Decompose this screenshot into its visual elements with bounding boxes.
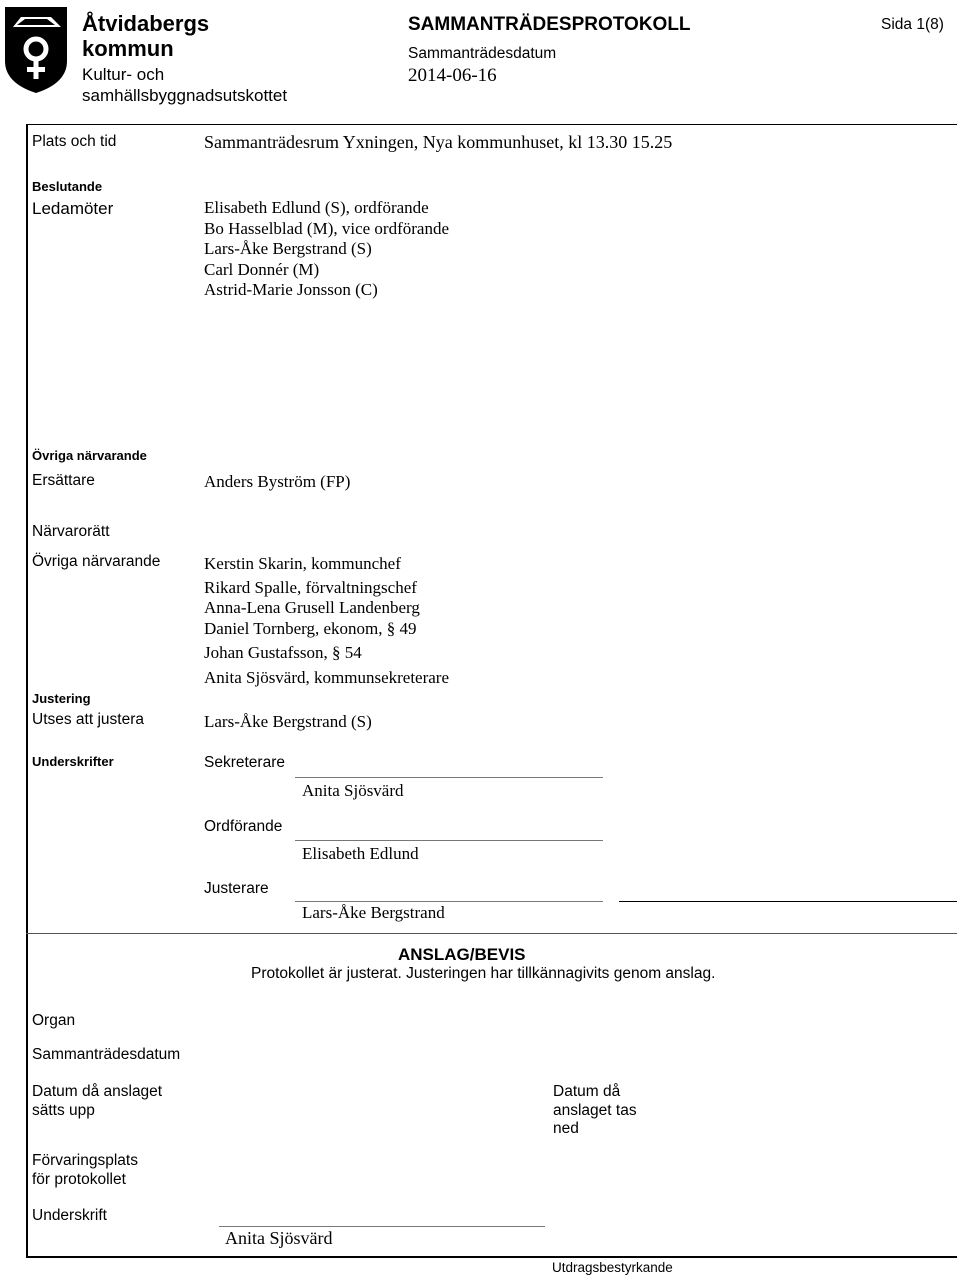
department-line1: Kultur- och	[82, 65, 165, 84]
chair-name: Elisabeth Edlund	[302, 844, 419, 863]
notice-signature-line	[219, 1226, 545, 1227]
removed-date-label	[553, 1083, 637, 1139]
signatures-heading: Underskrifter	[32, 754, 114, 769]
meeting-date-value: 2014-06-16	[408, 65, 497, 86]
attendee-item: Anna-Lena Grusell Landenberg	[204, 598, 420, 617]
member-item: Carl Donnér (M)	[204, 259, 320, 279]
form-bottom-border	[26, 1256, 957, 1258]
storage-label	[32, 1152, 138, 1189]
posted-date-label	[32, 1083, 162, 1120]
attendance-right-label: Närvarorätt	[32, 523, 110, 540]
municipality-name-line2: kommun	[82, 36, 174, 61]
extra-signature-line	[619, 901, 957, 902]
member-item: Bo Hasselblad (M), vice ordförande	[204, 218, 450, 238]
municipality-logo-icon	[1, 3, 71, 95]
substitutes-value: Anders Byström (FP)	[204, 472, 351, 491]
secretary-label: Sekreterare	[204, 754, 285, 771]
notice-title: ANSLAG/BEVIS	[398, 945, 526, 964]
adjuster-name: Lars-Åke Bergstrand	[302, 903, 445, 922]
form-left-border	[26, 124, 28, 1258]
place-time-label: Plats och tid	[32, 133, 117, 150]
others-present-label: Övriga närvarande	[32, 553, 161, 570]
decision-makers-heading: Beslutande	[32, 179, 103, 194]
adjuster-signature-line	[295, 901, 603, 902]
organ-label: Organ	[32, 1012, 76, 1029]
adjuster-value: Lars-Åke Bergstrand (S)	[204, 712, 372, 731]
extract-certification-label: Utdragsbestyrkande	[552, 1260, 673, 1275]
attendee-item: Kerstin Skarin, kommunchef	[204, 554, 401, 573]
attendee-item: Johan Gustafsson, § 54	[204, 643, 362, 662]
member-item: Elisabeth Edlund (S), ordförande	[204, 198, 429, 217]
attendee-item: Anita Sjösvärd, kommunsekreterare	[204, 668, 450, 687]
substitutes-label: Ersättare	[32, 472, 95, 489]
posted-date-label-line: sätts upp	[32, 1101, 95, 1119]
members-label: Ledamöter	[32, 199, 114, 218]
other-attendees-heading: Övriga närvarande	[32, 448, 147, 463]
adjustment-heading: Justering	[32, 691, 91, 706]
page-number: Sida 1(8)	[881, 16, 944, 33]
removed-date-label-line: Datum då	[553, 1083, 621, 1100]
adjuster-sign-label: Justerare	[204, 880, 269, 897]
chair-signature-line	[295, 840, 603, 841]
notice-meeting-date-label: Sammanträdesdatum	[32, 1046, 181, 1063]
document-title: SAMMANTRÄDESPROTOKOLL	[408, 14, 691, 35]
place-time-value: Sammanträdesrum Yxningen, Nya kommunhuset, kl 13.30 15.25	[204, 132, 673, 152]
removed-date-label-line: ned	[553, 1120, 579, 1137]
storage-label-line: Förvaringsplats	[32, 1152, 138, 1169]
meeting-date-label: Sammanträdesdatum	[408, 45, 557, 62]
form-top-border	[26, 124, 957, 125]
attendee-item: Rikard Spalle, förvaltningschef	[204, 578, 417, 597]
municipality-name-line1: Åtvidabergs	[82, 11, 210, 36]
secretary-name: Anita Sjösvärd	[302, 781, 404, 800]
secretary-signature-line	[295, 777, 603, 778]
adjuster-label: Utses att justera	[32, 711, 144, 728]
posted-date-label-line: Datum då anslaget	[32, 1083, 163, 1100]
notice-text: Protokollet är justerat. Justeringen har tillkännagivits genom anslag.	[251, 965, 716, 982]
department-line2: samhällsbyggnadsutskottet	[82, 86, 288, 105]
storage-label-line: för protokollet	[32, 1170, 126, 1188]
member-item: Lars-Åke Bergstrand (S)	[204, 239, 372, 259]
removed-date-label-line: anslaget tas	[553, 1101, 637, 1119]
notice-signature-name: Anita Sjösvärd	[225, 1228, 333, 1248]
chair-label: Ordförande	[204, 818, 283, 835]
notice-separator	[26, 933, 957, 934]
signature-label: Underskrift	[32, 1207, 107, 1224]
attendee-item: Daniel Tornberg, ekonom, § 49	[204, 619, 417, 638]
members-list	[204, 198, 449, 301]
member-item: Astrid-Marie Jonsson (C)	[204, 280, 378, 300]
